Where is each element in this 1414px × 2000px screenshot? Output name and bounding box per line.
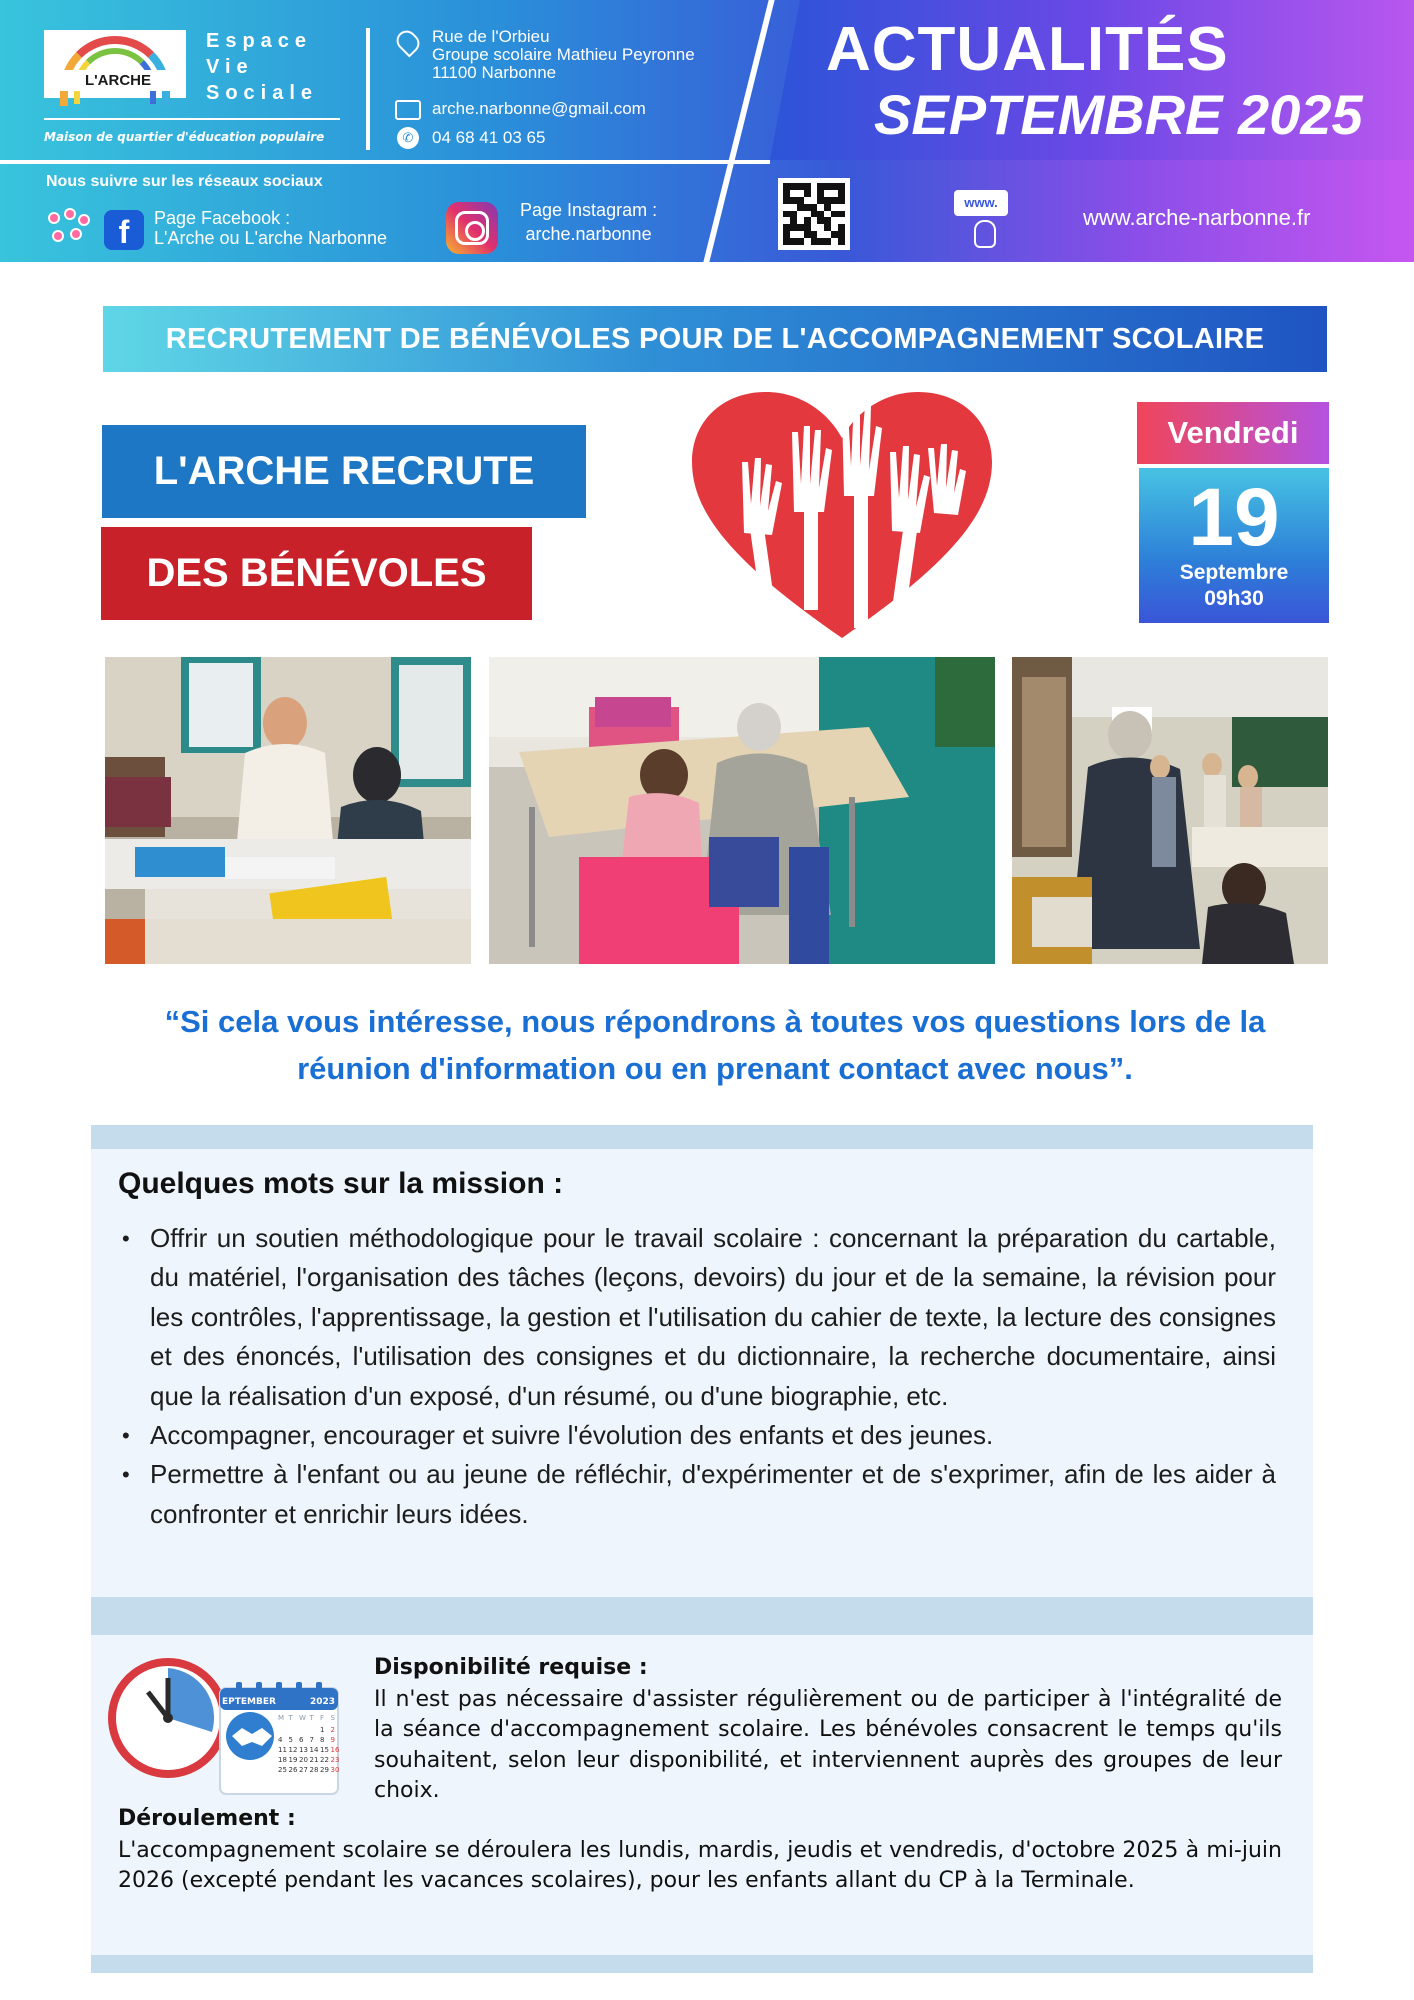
calendar-weekday: F bbox=[320, 1714, 325, 1722]
org-line: Sociale bbox=[206, 82, 319, 104]
email-icon bbox=[394, 96, 422, 124]
calendar-day: 26 bbox=[288, 1766, 298, 1774]
list-item: • Accompagner, encourager et suivre l'évolution des enfants et des jeunes. bbox=[118, 1416, 1276, 1455]
instagram-icon[interactable] bbox=[446, 202, 498, 254]
photo-tutoring-2 bbox=[489, 657, 995, 964]
handshake-icon bbox=[226, 1712, 274, 1760]
calendar-day: 22 bbox=[320, 1756, 329, 1764]
calendar-day: 25 bbox=[278, 1766, 287, 1774]
calendar-weekday: T bbox=[309, 1714, 314, 1722]
date-time: 09h30 bbox=[1204, 587, 1264, 610]
calendar-day: 28 bbox=[309, 1766, 319, 1774]
calendar-weekday: T bbox=[288, 1714, 293, 1722]
email-link[interactable]: arche.narbonne@gmail.com bbox=[432, 99, 646, 118]
phone-number[interactable]: 04 68 41 03 65 bbox=[432, 128, 546, 147]
address-line: Rue de l'Orbieu bbox=[432, 27, 550, 46]
deroulement-title: Déroulement : bbox=[118, 1806, 296, 1831]
logo-text: L'ARCHE bbox=[58, 70, 178, 91]
arche-logo[interactable] bbox=[44, 30, 186, 98]
phone[interactable] bbox=[394, 124, 545, 152]
deroulement-text: L'accompagnement scolaire se déroulera les lundis, mardis, jeudis et vendredis, d'octobre 2025 à mi-juin 2026 (excepté pendant les vacances scolaires), pour les enfants allant du CP à la Terminale. bbox=[118, 1838, 1282, 1894]
header-slash-line bbox=[699, 0, 777, 262]
mission-list bbox=[118, 1219, 1276, 1534]
instagram-page[interactable] bbox=[520, 198, 657, 246]
calendar-day: 5 bbox=[288, 1736, 293, 1744]
calendar-year: 2023 bbox=[310, 1697, 336, 1707]
heart-hands-icon bbox=[692, 392, 992, 644]
clock-icon bbox=[112, 1662, 224, 1774]
www-label: www. bbox=[954, 190, 1008, 216]
mission-band-top bbox=[91, 1125, 1313, 1149]
calendar-day: 11 bbox=[278, 1746, 287, 1754]
calendar-day: 18 bbox=[278, 1756, 287, 1764]
address bbox=[394, 28, 695, 82]
mission-band-bottom bbox=[91, 1597, 1313, 1635]
address-line: 11100 Narbonne bbox=[432, 63, 557, 82]
calendar-day: 27 bbox=[299, 1766, 308, 1774]
social-hearts-icon bbox=[46, 208, 92, 248]
calendar-weekday: S bbox=[330, 1714, 335, 1722]
date-card bbox=[1139, 468, 1329, 623]
calendar-weekday: M bbox=[278, 1714, 285, 1722]
header-separator bbox=[366, 28, 370, 150]
facebook-label: Page Facebook : bbox=[154, 208, 291, 228]
map-pin-icon bbox=[394, 28, 422, 56]
photo-tutoring-3 bbox=[1012, 657, 1328, 964]
org-name bbox=[206, 28, 318, 106]
dispo-text: Il n'est pas nécessaire d'assister régulièrement ou de participer à l'intégralité de la séance d'accompagnement scolaire. Les bénévoles consacrent le temps qu'ils souhaitent, selon leur disponibilité, et interviennent auprès des groupes de leur choix. bbox=[374, 1687, 1282, 1803]
calendar-day: 6 bbox=[299, 1736, 304, 1744]
dispo-band-bottom bbox=[91, 1955, 1313, 1973]
recruit-line-2: DES BÉNÉVOLES bbox=[101, 527, 532, 620]
calendar-day: 23 bbox=[330, 1756, 340, 1764]
dispo-title: Disponibilité requise : bbox=[374, 1655, 648, 1680]
recruit-line-1: L'ARCHE RECRUTE bbox=[102, 425, 586, 518]
calendar-day: 2 bbox=[330, 1726, 335, 1734]
instagram-label: Page Instagram : bbox=[520, 200, 658, 220]
calendar-day: 14 bbox=[309, 1746, 319, 1754]
calendar-day: 20 bbox=[299, 1756, 308, 1764]
tagline: Maison de quartier d'éducation populaire bbox=[44, 130, 325, 144]
page-month: SEPTEMBRE 2025 bbox=[874, 83, 1363, 146]
calendar-day: 9 bbox=[330, 1736, 335, 1744]
org-line: Espace bbox=[206, 30, 313, 52]
pointer-hand bbox=[974, 220, 996, 248]
calendar-icon bbox=[220, 1682, 340, 1794]
list-item: • Permettre à l'enfant ou au jeune de réfléchir, d'expérimenter et de s'exprimer, afin de les aider à confronter et enrichir leurs idées. bbox=[118, 1455, 1276, 1534]
calendar-day: 29 bbox=[320, 1766, 329, 1774]
website-link[interactable]: www.arche-narbonne.fr bbox=[1083, 205, 1311, 230]
qr-code-icon[interactable] bbox=[778, 178, 850, 250]
header-divider bbox=[0, 160, 770, 164]
calendar-day: 13 bbox=[299, 1746, 308, 1754]
list-item: • Offrir un soutien méthodologique pour le travail scolaire : concernant la préparation du cartable, du matériel, l'organisation des tâches (leçons, devoirs) du jour et de la semaine, la révision pour les contrôles, l'apprentissage, la gestion et l'utilisation du cahier de texte, la lecture des consignes et des énoncés, l'utilisation des consignes et du dictionnaire, la recherche documentaire, ainsi que la réalisation d'un exposé, d'un résumé, ou d'une biographie, etc. bbox=[118, 1219, 1276, 1416]
facebook-name: L'Arche ou L'arche Narbonne bbox=[154, 228, 388, 248]
calendar-day: 16 bbox=[330, 1746, 340, 1754]
calendar-day: 15 bbox=[320, 1746, 329, 1754]
calendar-day: 12 bbox=[288, 1746, 298, 1754]
calendar-day: 19 bbox=[288, 1756, 298, 1764]
recruitment-banner bbox=[103, 306, 1327, 372]
clock-calendar-illustration bbox=[108, 1648, 340, 1798]
phone-icon: ✆ bbox=[394, 124, 422, 152]
calendar-day: 7 bbox=[309, 1736, 314, 1744]
calendar-day: 1 bbox=[320, 1726, 325, 1734]
calendar-day: 4 bbox=[278, 1736, 283, 1744]
logo-underline bbox=[44, 118, 340, 120]
facebook-page[interactable] bbox=[154, 208, 387, 248]
calendar-month: EPTEMBER bbox=[222, 1697, 276, 1707]
org-line: Vie bbox=[206, 56, 254, 78]
banner-text: RECRUTEMENT DE BÉNÉVOLES POUR DE L'ACCOMPAGNEMENT SCOLAIRE bbox=[165, 322, 1265, 355]
instagram-name: arche.narbonne bbox=[525, 224, 652, 244]
facebook-icon[interactable]: f bbox=[104, 210, 144, 250]
date-month: Septembre bbox=[1179, 561, 1289, 584]
quote: “Si cela vous intéresse, nous répondrons à toutes vos questions lors de la réunion d'information ou en prenant contact avec nous”. bbox=[164, 1004, 1266, 1086]
date-day: Vendredi bbox=[1137, 402, 1329, 464]
calendar-day: 30 bbox=[330, 1766, 340, 1774]
page-title: ACTUALITÉS bbox=[826, 15, 1229, 84]
follow-label: Nous suivre sur les réseaux sociaux bbox=[46, 173, 323, 190]
web-click-icon[interactable] bbox=[954, 190, 1008, 250]
mission-title: Quelques mots sur la mission : bbox=[118, 1167, 564, 1200]
calendar-day: 8 bbox=[320, 1736, 325, 1744]
email[interactable] bbox=[394, 96, 646, 124]
header bbox=[0, 0, 1414, 262]
address-line: Groupe scolaire Mathieu Peyronne bbox=[432, 45, 695, 64]
calendar-weekday: W bbox=[299, 1714, 306, 1722]
photo-tutoring-1 bbox=[105, 657, 471, 964]
calendar-day: 21 bbox=[309, 1756, 319, 1764]
date-number: 19 bbox=[1188, 472, 1280, 563]
